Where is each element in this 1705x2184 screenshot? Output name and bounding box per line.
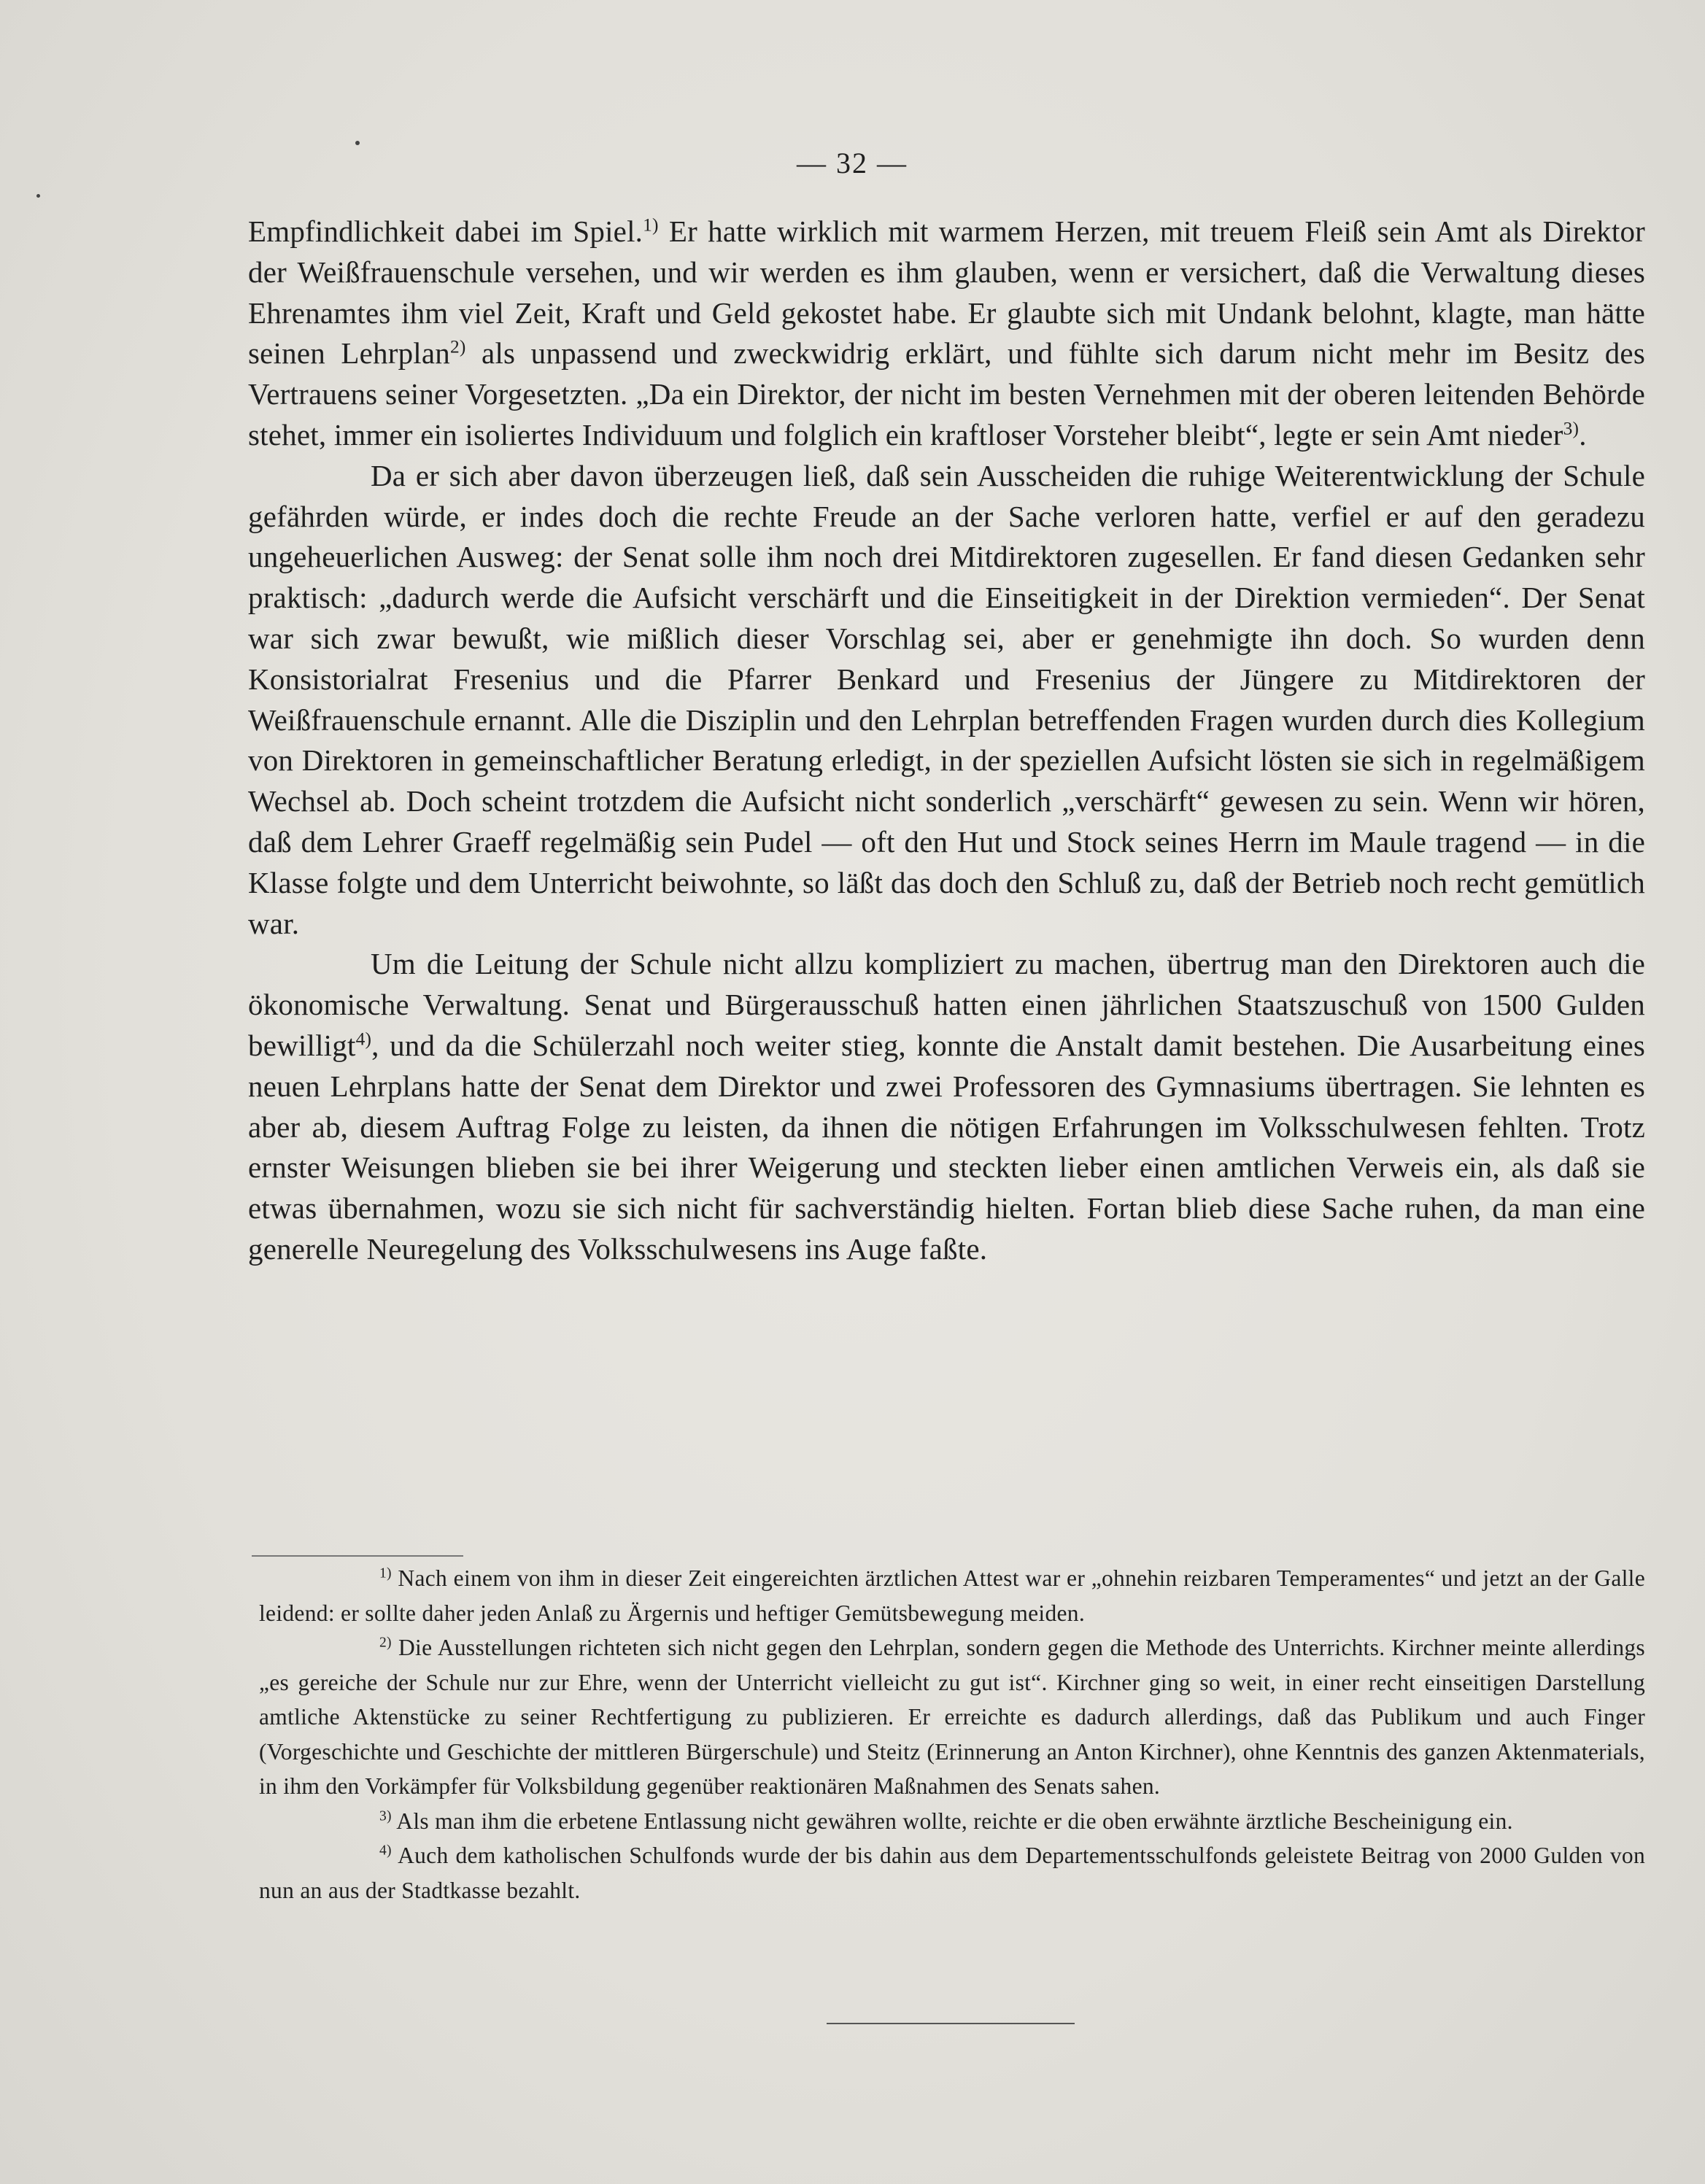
footnote-1-text: Nach einem von ihm in dieser Zeit eingereichten ärztlichen Attest war er „ohnehin reizbaren Temperamentes“ und jetzt an der Galle leidend: er sollte daher jeden Anlaß zu Ärgernis und heftiger Gemütsbewegung meiden. xyxy=(259,1565,1645,1626)
footnote-3 xyxy=(259,1804,1645,1839)
footnote-1-mark: 1) xyxy=(379,1565,392,1581)
paragraph-3-part-2: , und da die Schülerzahl noch weiter stieg, konnte die Anstalt damit bestehen. Die Ausarbeitung eines neuen Lehrplans hatte der Senat dem Direktor und zwei Professoren des Gymnasiums übertragen. Sie lehnten es aber ab, diesem Auftrag Folge zu leisten, da ihnen die nötigen Erfahrungen im Volksschulwesen fehlten. Trotz ernster Weisungen blieben sie bei ihrer Weigerung und steckten lieber einen amtlichen Verweis ein, als daß sie etwas übernahmen, wozu sie sich nicht für sachverständig hielten. Fortan blieb diese Sache ruhen, da man eine generelle Neuregelung des Volksschulwesens ins Auge faßte. xyxy=(248,1028,1645,1266)
paragraph-1-part-1: Empfindlichkeit dabei im Spiel. xyxy=(248,214,643,248)
footnote-1 xyxy=(259,1561,1645,1630)
footnote-2-mark: 2) xyxy=(379,1635,392,1651)
paragraph-1 xyxy=(248,212,1645,456)
paragraph-1-part-2: Er hatte wirklich mit warmem Herzen, mit treuem Fleiß sein Amt als Direktor der Weißfrauenschule versehen, und wir werden es ihm glauben, wenn er versichert, daß die Verwaltung dieses Ehrenamtes ihm viel Zeit, Kraft und Geld gekostet habe. Er glaubte sich mit Undank belohnt, klagte, man hätte seinen Lehrplan xyxy=(248,214,1645,371)
footnote-ref-4: 4) xyxy=(355,1029,372,1050)
page-number: — 32 — xyxy=(797,147,908,179)
footnote-2-text: Die Ausstellungen richteten sich nicht gegen den Lehrplan, sondern gegen die Methode des Unterrichts. Kirchner meinte allerdings „es gereiche der Schule nur zur Ehre, wenn der Unterricht vielleicht zu gut ist“. Kirchner ging so weit, in einer recht einseitigen Darstellung amtliche Aktenstücke zu seiner Rechtfertigung zu publizieren. Er erreichte es dadurch allerdings, daß das Publikum und auch Finger (Vorgeschichte und Geschichte der mittleren Bürgerschule) und Steitz (Erinnerung an Anton Kirchner), ohne Kenntnis des ganzen Aktenmaterials, in ihm den Vorkämpfer für Volksbildung gegenüber reaktionären Maßnahmen des Senats sahen. xyxy=(259,1635,1645,1799)
footnote-separator xyxy=(252,1555,463,1557)
print-speck xyxy=(355,141,360,145)
footnote-2 xyxy=(259,1630,1645,1804)
footnote-ref-3: 3) xyxy=(1563,418,1580,439)
footnote-ref-2: 2) xyxy=(450,336,466,357)
end-rule xyxy=(827,2023,1075,2024)
paragraph-1-part-3: als unpassend und zweckwidrig erklärt, und fühlte sich darum nicht mehr im Besitz des Vertrauens seiner Vorgesetzten. „Da ein Direktor, der nicht im besten Vernehmen mit der oberen leitenden Behörde stehet, immer ein isoliertes Individuum und folglich ein kraftloser Vorsteher bleibt“, legte er sein Amt nieder xyxy=(248,336,1645,452)
paragraph-3 xyxy=(248,944,1645,1269)
footnotes xyxy=(259,1561,1645,1908)
paragraph-1-part-4: . xyxy=(1579,417,1587,452)
footnote-4 xyxy=(259,1838,1645,1908)
footnote-3-text: Als man ihm die erbetene Entlassung nicht gewähren wollte, reichte er die oben erwähnte ärztliche Bescheinigung ein. xyxy=(391,1808,1513,1834)
paragraph-2: Da er sich aber davon überzeugen ließ, daß sein Ausscheiden die ruhige Weiterentwicklung der Schule gefährden würde, er indes doch die rechte Freude an der Sache verloren hatte, verfiel er auf den geradezu ungeheuerlichen Ausweg: der Senat solle ihm noch drei Mitdirektoren zugesellen. Er fand diesen Gedanken sehr praktisch: „dadurch werde die Aufsicht verschärft und die Einseitigkeit in der Direktion vermieden“. Der Senat war sich zwar bewußt, wie mißlich dieser Vorschlag sei, aber er genehmigte ihn doch. So wurden denn Konsistorialrat Fresenius und die Pfarrer Benkard und Fresenius der Jüngere zu Mitdirektoren der Weißfrauenschule ernannt. Alle die Disziplin und den Lehrplan betreffenden Fragen wurden durch dies Kollegium von Direktoren in gemeinschaftlicher Beratung erledigt, in der speziellen Aufsicht lösten sie sich in regelmäßigem Wechsel ab. Doch scheint trotzdem die Aufsicht nicht sonderlich „verschärft“ gewesen zu sein. Wenn wir hören, daß dem Lehrer Graeff regelmäßig sein Pudel — oft den Hut und Stock seines Herrn im Maule tragend — in die Klasse folgte und dem Unterricht beiwohnte, so läßt das doch den Schluß zu, daß der Betrieb noch recht gemütlich war. xyxy=(248,458,1645,940)
print-speck xyxy=(36,194,40,198)
paragraph-3-part-1: Um die Leitung der Schule nicht allzu kompliziert zu machen, übertrug man den Direktoren auch die ökonomische Verwaltung. Senat und Bürgerausschuß hatten einen jährlichen Staatszuschuß von 1500 Gulden bewilligt xyxy=(248,947,1645,1062)
footnote-3-mark: 3) xyxy=(379,1808,392,1824)
main-text xyxy=(248,212,1645,1270)
footnote-ref-1: 1) xyxy=(643,214,659,236)
footnote-4-mark: 4) xyxy=(379,1843,392,1859)
footnote-4-text: Auch dem katholischen Schulfonds wurde der bis dahin aus dem Departementsschulfonds geleistete Beitrag von 2000 Gulden von nun an aus der Stadtkasse bezahlt. xyxy=(259,1843,1645,1903)
